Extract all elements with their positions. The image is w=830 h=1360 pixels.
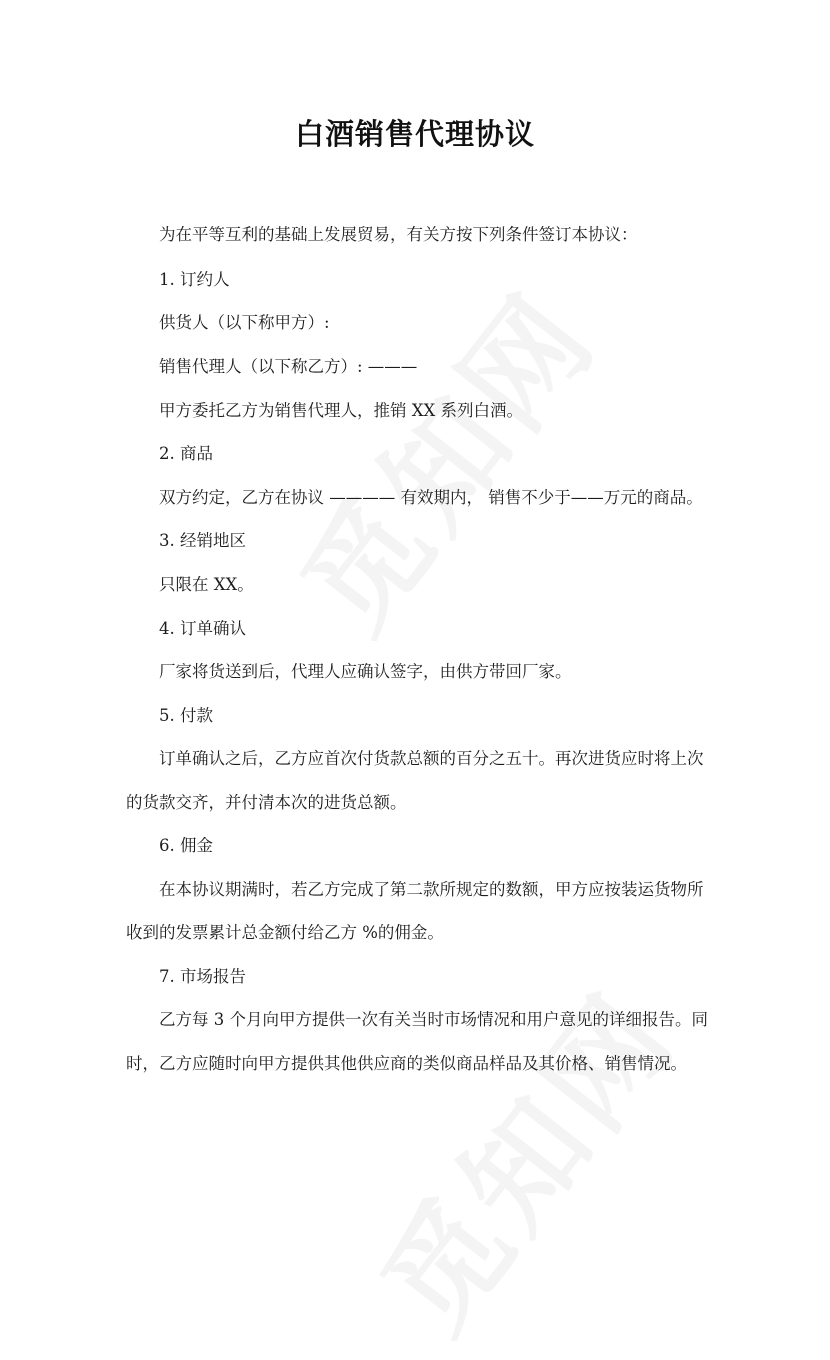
section-heading: 1. 订约人	[159, 270, 230, 289]
body-text: 的货款交齐，并付清本次的进货总额。	[126, 793, 407, 812]
body-text: 销售代理人（以下称乙方）: ———	[159, 357, 418, 376]
section-heading: 3. 经销地区	[159, 531, 246, 550]
section-heading: 4. 订单确认	[159, 619, 246, 638]
document-title: 白酒销售代理协议	[294, 117, 535, 151]
body-text: 订单确认之后，乙方应首次付货款总额的百分之五十。再次进货应时将上次	[159, 749, 704, 768]
body-text: 乙方每 3 个月向甲方提供一次有关当时市场情况和用户意见的详细报告。同	[159, 1010, 708, 1029]
body-text: 收到的发票累计总金额付给乙方 %的佣金。	[126, 923, 444, 942]
body-text: 厂家将货送到后，代理人应确认签字，由供方带回厂家。	[159, 662, 572, 681]
body-text: 只限在 XX。	[159, 575, 254, 594]
body-text: 甲方委托乙方为销售代理人，推销 XX 系列白酒。	[159, 401, 523, 420]
body-text: 双方约定，乙方在协议 ———— 有效期内， 销售不少于——万元的商品。	[159, 488, 703, 507]
body-text: 时，乙方应随时向甲方提供其他供应商的类似商品样品及其价格、销售情况。	[126, 1054, 687, 1073]
section-heading: 7. 市场报告	[159, 967, 246, 986]
body-text: 供货人（以下称甲方）:	[159, 313, 330, 332]
body-text: 在本协议期满时，若乙方完成了第二款所规定的数额，甲方应按装运货物所	[159, 880, 704, 899]
section-heading: 2. 商品	[159, 444, 213, 463]
section-heading: 6. 佣金	[159, 836, 213, 855]
section-heading: 5. 付款	[159, 706, 213, 725]
intro-paragraph: 为在平等互利的基础上发展贸易，有关方按下列条件签订本协议：	[159, 225, 638, 244]
